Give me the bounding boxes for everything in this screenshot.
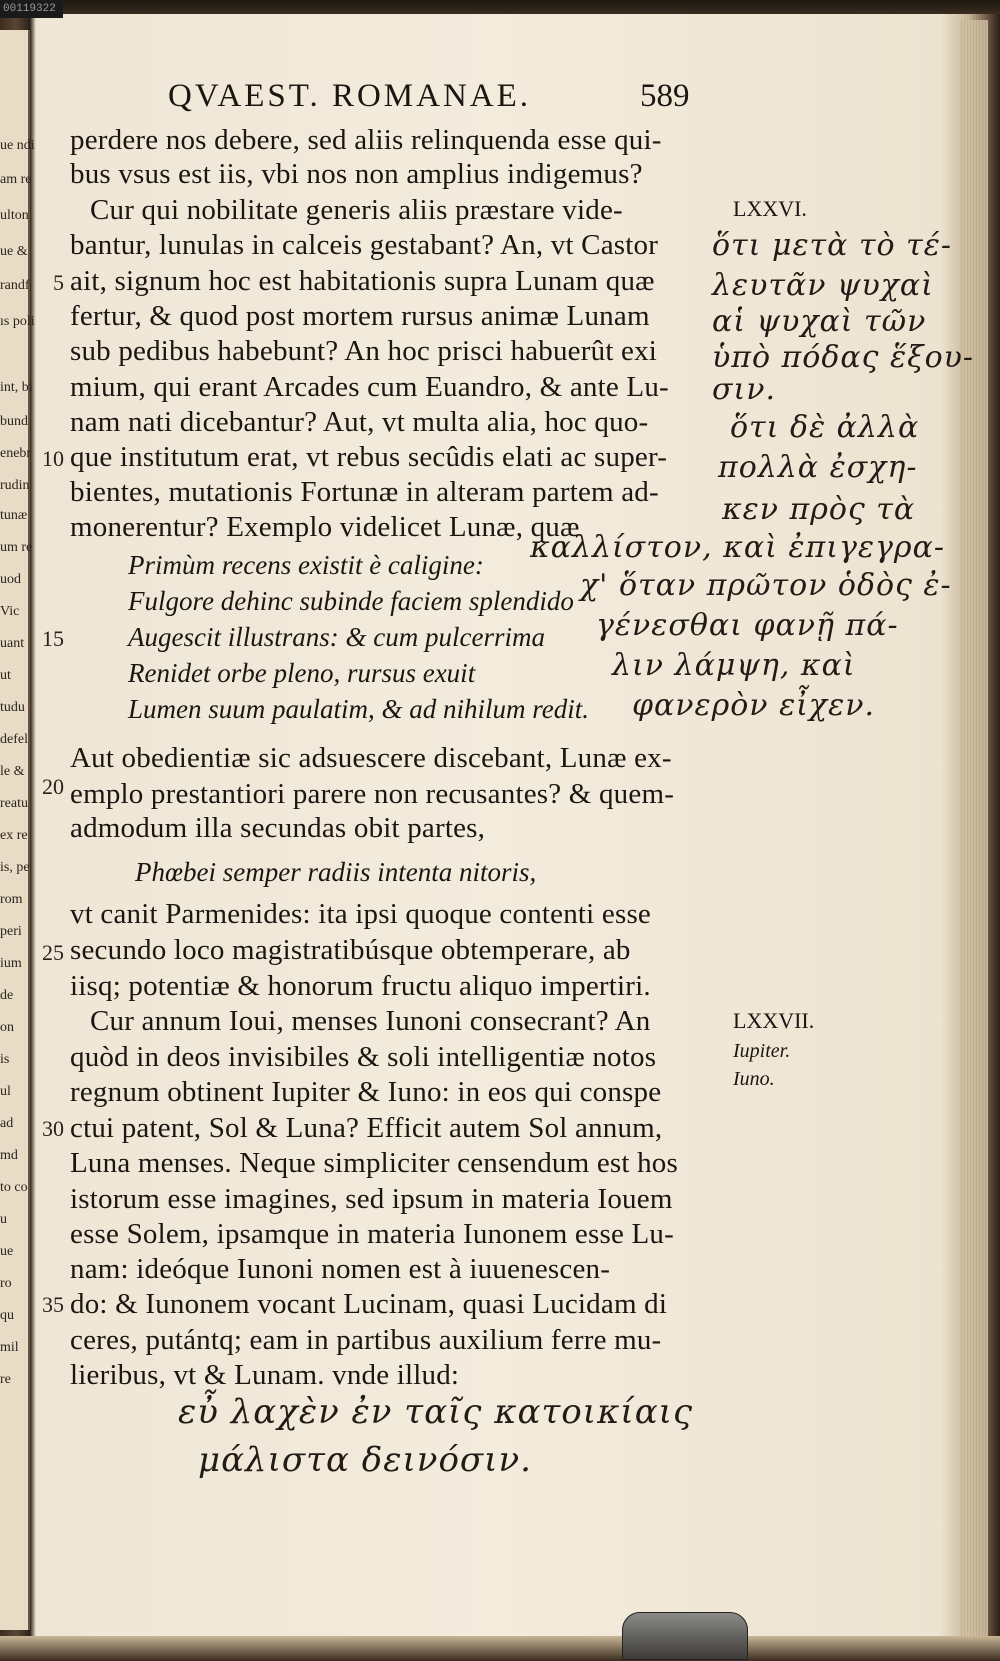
left-page-fragment: is, pe [0, 860, 30, 875]
page-edges [960, 20, 988, 1640]
handwritten-note: γένεσθαι φανῇ πά- [596, 608, 899, 643]
line-number: 5 [53, 270, 64, 295]
left-page-fragment: de [0, 988, 14, 1003]
running-head: QVAEST. ROMANAE. [168, 78, 532, 114]
body-line: secundo loco magistratibúsque obtemperare, ab [70, 934, 631, 966]
body-line: vt canit Parmenides: ita ipsi quoque contenti esse [70, 898, 652, 930]
body-line: perdere nos debere, sed aliis relinquenda esse qui- [70, 124, 662, 156]
body-line: lieribus, vt & Lunam. vnde illud: [70, 1359, 460, 1391]
handwritten-note: πολλὰ ἐσχη- [718, 450, 918, 485]
verse-line: Renidet orbe pleno, rursus exuit [128, 658, 476, 688]
left-page-fragment: Vic [0, 604, 20, 619]
verse-line: Fulgore dehinc subinde faciem splendido [128, 586, 574, 616]
handwritten-note: κεν πρὸς τὰ [722, 492, 916, 527]
book-clasp [622, 1612, 748, 1660]
left-page-fragment: ue [0, 1244, 14, 1259]
left-page-fragment: ulton [0, 208, 29, 223]
left-page-fragment: ut [0, 668, 11, 683]
handwritten-note: ὅτι μετὰ τὸ τέ- [712, 228, 952, 263]
body-line: sub pedibus habebunt? An hoc prisci habuerût exi [70, 335, 658, 367]
book-bottom-edge [0, 1636, 1000, 1661]
handwritten-note: φανερὸν εἶχεν. [632, 688, 875, 723]
left-page-fragment: um re [0, 540, 33, 555]
body-line: bus vsus est iis, vbi nos non amplius indigemus? [70, 158, 643, 190]
book-top-edge [0, 0, 1000, 14]
left-page-fragment: rom [0, 892, 23, 907]
left-page-fragment: qu [0, 1308, 14, 1323]
body-line: istorum esse imagines, sed ipsum in materia Iouem [70, 1183, 673, 1215]
left-page-fragment: ex re [0, 828, 28, 843]
left-page-fragment: is [0, 1052, 10, 1067]
margin-note-question-76: LXXVI. [733, 196, 807, 221]
line-number: 25 [42, 940, 64, 965]
verse-line: Primùm recens existit è caligine: [128, 550, 484, 580]
handwritten-note: καλλίστον, καὶ ἐπιγεγρα- [530, 530, 945, 565]
body-line: Luna menses. Neque simpliciter censendum est hos [70, 1147, 678, 1179]
body-line: mium, qui erant Arcades cum Euandro, & ante Lu- [70, 371, 669, 403]
left-page-fragment: bund [0, 414, 28, 429]
handwritten-note: λιν λάμψη, καὶ [612, 648, 856, 683]
left-page-fragment: ro [0, 1276, 12, 1291]
left-page-fragment: randf [0, 278, 30, 293]
body-line: ait, signum hoc est habitationis supra Lunam quæ [70, 265, 655, 297]
body-line: ctui patent, Sol & Luna? Efficit autem Sol annum, [70, 1112, 663, 1144]
left-page-fragment: re [0, 1372, 11, 1387]
line-number: 20 [42, 774, 64, 799]
left-page-fragment: on [0, 1020, 14, 1035]
left-page-fragment: am re [0, 172, 32, 187]
left-page-fragment: rudin [0, 478, 30, 493]
line-number: 10 [42, 446, 64, 471]
scan-label: 00119322 [0, 0, 63, 18]
handwritten-note-bottom: εὖ λαχὲν ἐν ταῖς κατοικίαις [178, 1392, 694, 1432]
left-page-fragment: uant [0, 636, 25, 651]
margin-note-iuno: Iuno. [733, 1068, 775, 1090]
line-number: 30 [42, 1116, 64, 1141]
body-line: iisq; potentiæ & honorum fructu aliquo impertiri. [70, 970, 651, 1002]
page-number: 589 [640, 78, 690, 114]
body-line: emplo prestantiori parere non recusantes? & quem- [70, 778, 675, 810]
left-page-fragment: ad [0, 1116, 14, 1131]
handwritten-note: χ' ὅταν πρῶτον ὁδὸς ἐ- [580, 568, 952, 603]
left-page-fragment: ul [0, 1084, 11, 1099]
body-line: Cur qui nobilitate generis aliis præstare vide- [90, 194, 623, 226]
body-line: Cur annum Ioui, menses Iunoni consecrant? An [90, 1005, 651, 1037]
left-page-fragment: md [0, 1148, 18, 1163]
verse-line: Lumen suum paulatim, & ad nihilum redit. [128, 694, 590, 724]
left-page-fragment: peri [0, 924, 22, 939]
body-line: nam: ideóque Iunoni nomen est à iuuenescen- [70, 1253, 611, 1285]
left-page-fragment: ue & [0, 244, 28, 259]
handwritten-note: λευτᾶν ψυχαὶ [712, 268, 934, 303]
verse-line: Augescit illustrans: & cum pulcerrima [128, 622, 545, 652]
body-line: monerentur? Exemplo videlicet Lunæ, quæ [70, 511, 580, 543]
left-page-fragment: defel [0, 732, 28, 747]
left-page-fragment: reatu [0, 796, 28, 811]
body-line: ceres, putántq; eam in partibus auxilium ferre mu- [70, 1324, 662, 1356]
left-page-fragment: u [0, 1212, 7, 1227]
left-page-fragment: mil [0, 1340, 19, 1355]
handwritten-note-bottom: μάλιστα δεινόσιν. [198, 1440, 532, 1480]
body-line: nam nati dicebantur? Aut, vt multa alia, hoc quo- [70, 406, 649, 438]
left-page-fragment: to co [0, 1180, 28, 1195]
margin-note-iupiter: Iupiter. [733, 1040, 791, 1062]
body-line: bientes, mutationis Fortunæ in alteram partem ad- [70, 476, 659, 508]
left-page-fragment: ue ndi [0, 138, 35, 153]
body-line: fertur, & quod post mortem rursus animæ Lunam [70, 300, 650, 332]
body-line: que institutum erat, vt rebus secûdis elati ac super- [70, 441, 668, 473]
left-page-fragment: ium [0, 956, 22, 971]
handwritten-note: ὑπὸ πόδας ἕξου- [712, 340, 975, 375]
left-page-fragment: tunæ [0, 508, 28, 523]
left-page-fragment: enebr [0, 446, 32, 461]
body-line: do: & Iunonem vocant Lucinam, quasi Lucidam di [70, 1288, 668, 1320]
left-page-fragment: uod [0, 572, 21, 587]
line-number: 15 [42, 626, 64, 651]
body-line: bantur, lunulas in calceis gestabant? An, vt Castor [70, 229, 659, 261]
body-line: Aut obedientiæ sic adsuescere discebant, Lunæ ex- [70, 742, 672, 774]
left-page-fragment: ıs poli [0, 314, 35, 329]
body-line: regnum obtinent Iupiter & Iuno: in eos qui conspe [70, 1076, 662, 1108]
line-number: 35 [42, 1292, 64, 1317]
margin-note-question-77: LXXVII. [733, 1008, 815, 1033]
left-page-fragment: int, bi [0, 380, 33, 395]
body-line: quòd in deos invisibiles & soli intelligentiæ notos [70, 1041, 657, 1073]
handwritten-note: αἱ ψυχαὶ τῶν [712, 304, 927, 339]
body-line: esse Solem, ipsamque in materia Iunonem esse Lu- [70, 1218, 674, 1250]
body-line: admodum illa secundas obit partes, [70, 812, 486, 844]
verse-parmenides: Phœbei semper radiis intenta nitoris, [135, 857, 537, 887]
handwritten-note: ὅτι δὲ ἀλλὰ [730, 410, 920, 445]
left-page-fragment: le & [0, 764, 25, 779]
handwritten-note: σιν. [712, 372, 777, 407]
left-page-fragment: tudu [0, 700, 25, 715]
